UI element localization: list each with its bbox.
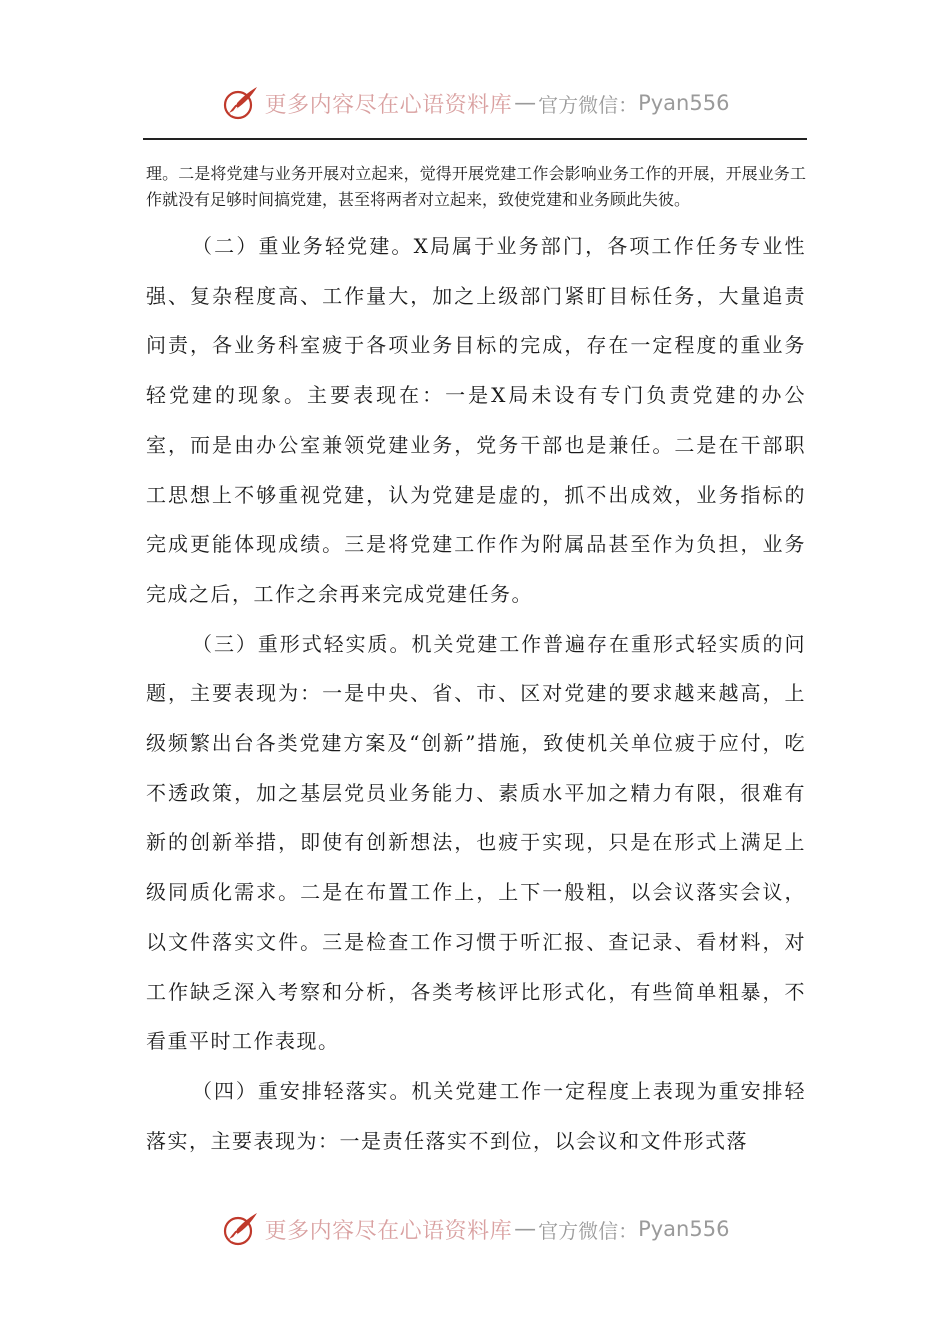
continued-paragraph: 理。二是将党建与业务开展对立起来，觉得开展党建工作会影响业务工作的开展，开展业务工作就没有足够时间搞党建，甚至将两者对立起来，致使党建和业务顾此失彼。 [146, 164, 806, 209]
watermark-label: 官方微信： [538, 1218, 639, 1243]
header-watermark [0, 78, 950, 128]
watermark-text: 更多内容尽在心语资料库 [264, 92, 513, 118]
document-body [146, 222, 806, 1166]
header-divider [143, 138, 807, 140]
quill-logo-icon [221, 1209, 261, 1249]
watermark-label: 官方微信： [538, 92, 639, 117]
watermark-id: Pyan556 [638, 1217, 730, 1241]
watermark-text: 更多内容尽在心语资料库 [264, 1218, 513, 1244]
watermark-separator: — [514, 90, 537, 116]
watermark-id: Pyan556 [638, 91, 730, 115]
paragraph-section-3: （三）重形式轻实质。机关党建工作普遍存在重形式轻实质的问题，主要表现为：一是中央、省、市、区对党建的要求越来越高，上级频繁出台各类党建方案及“创新”措施，致使机关单位疲于应付，吃不透政策，加之基层党员业务能力、素质水平加之精力有限，很难有新的创新举措，即使有创新想法，也疲于实现，只是在形式上满足上级同质化需求。二是在布置工作上，上下一般粗，以会议落实会议，以文件落实文件。三是检查工作习惯于听汇报、查记录、看材料，对工作缺乏深入考察和分析，各类考核评比形式化，有些简单粗暴，不看重平时工作表现。 [146, 631, 806, 1054]
watermark-separator: — [514, 1216, 537, 1242]
footer-watermark [0, 1204, 950, 1254]
paragraph-section-4: （四）重安排轻落实。机关党建工作一定程度上表现为重安排轻落实，主要表现为：一是责任落实不到位，以会议和文件形式落 [146, 1078, 806, 1153]
quill-logo-icon [221, 83, 261, 123]
paragraph-section-2: （二）重业务轻党建。X局属于业务部门，各项工作任务专业性强、复杂程度高、工作量大，加之上级部门紧盯目标任务，大量追责问责，各业务科室疲于各项业务目标的完成，存在一定程度的重业务轻党建的现象。主要表现在：一是X局未设有专门负责党建的办公室，而是由办公室兼领党建业务，党务干部也是兼任。二是在干部职工思想上不够重视党建，认为党建是虚的，抓不出成效，业务指标的完成更能体现成绩。三是将党建工作作为附属品甚至作为负担，业务完成之后，工作之余再来完成党建任务。 [146, 234, 806, 606]
